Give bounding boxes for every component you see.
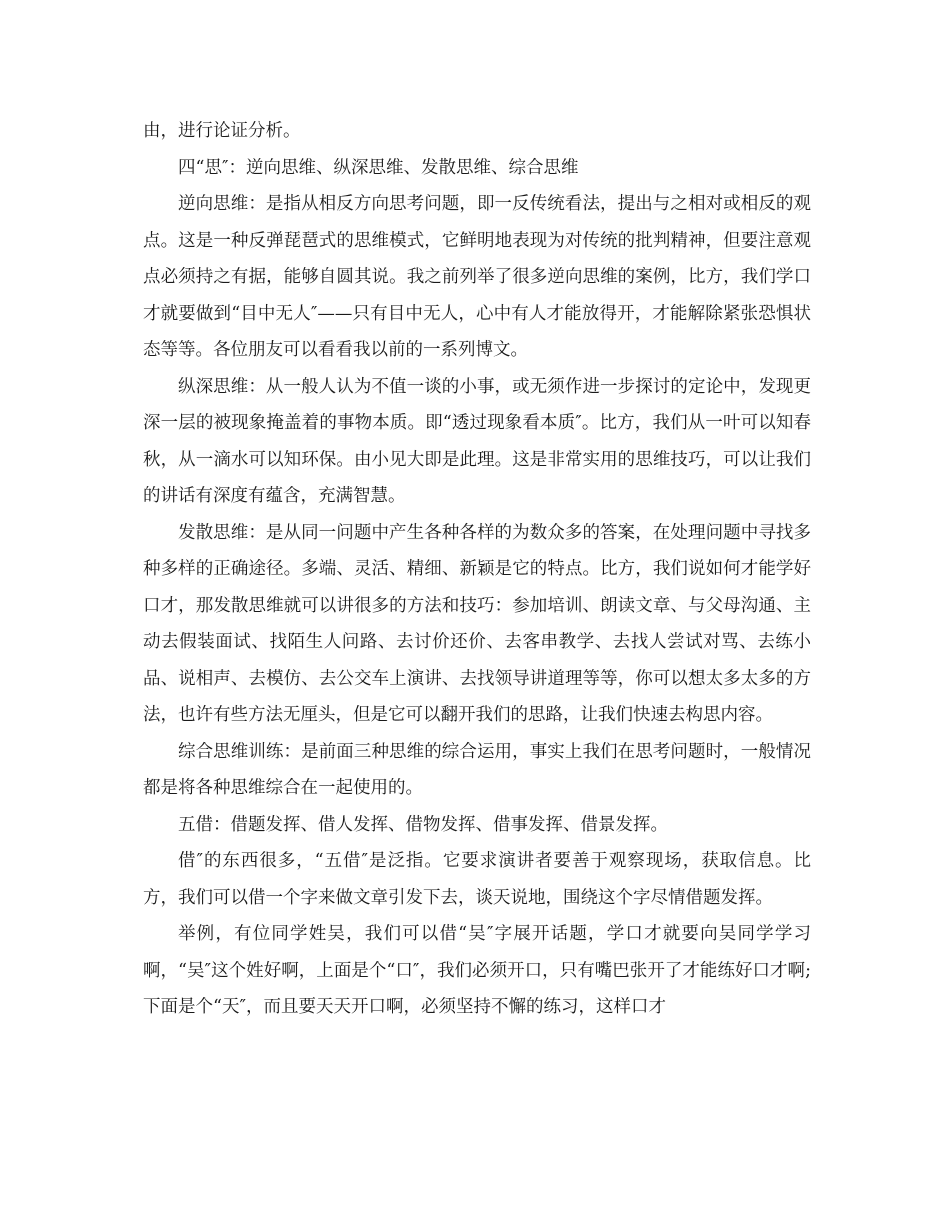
paragraph-2: 四“思″：逆向思维、纵深思维、发散思维、综合思维 <box>178 157 579 178</box>
paragraph-9: 举例，有位同学姓吴，我们可以借“吴″字展开话题，学口才就要向吴同学学习啊，“吴″这个姓好啊，上面是个“口″，我们必须开口，只有嘴巴张开了才能练好口才啊;下面是个“天″，而且要天天开口啊，必须坚持不懈的练习，这样口才 <box>143 924 811 1017</box>
paragraph-4: 纵深思维：从一般人认为不值一谈的小事，或无须作进一步探讨的定论中，发现更深一层的被现象掩盖着的事物本质。即“透过现象看本质″。比方，我们从一叶可以知春秋，从一滴水可以知环保。由小见大即是此理。这是非常实用的思维技巧，可以让我们的讲话有深度有蕴含，充满智慧。 <box>143 376 811 506</box>
paragraph-8: 借″的东西很多，“五借″是泛指。它要求演讲者要善于观察现场，获取信息。比方，我们可以借一个字来做文章引发下去，谈天说地，围绕这个字尽情借题发挥。 <box>143 851 811 908</box>
paragraph-1: 由，进行论证分析。 <box>143 121 301 141</box>
paragraph-7: 五借：借题发挥、借人发挥、借物发挥、借事发挥、借景发挥。 <box>178 814 668 835</box>
paragraph-6: 综合思维训练：是前面三种思维的综合运用，事实上我们在思考问题时，一般情况都是将各种思维综合在一起使用的。 <box>143 741 811 798</box>
paragraph-3: 逆向思维：是指从相反方向思考问题，即一反传统看法，提出与之相对或相反的观点。这是一种反弹琵琶式的思维模式，它鲜明地表现为对传统的批判精神，但要注意观点必须持之有据，能够自圆其说。我之前列举了很多逆向思维的案例，比方，我们学口才就要做到“目中无人″——只有目中无人，心中有人才能放得开，才能解除紧张恐惧状态等等。各位朋友可以看看我以前的一系列博文。 <box>143 194 811 360</box>
document-body <box>143 113 811 1026</box>
paragraph-5: 发散思维：是从同一问题中产生各种各样的为数众多的答案，在处理问题中寻找多种多样的正确途径。多端、灵活、精细、新颖是它的特点。比方，我们说如何才能学好口才，那发散思维就可以讲很多的方法和技巧：参加培训、朗读文章、与父母沟通、主动去假装面试、找陌生人问路、去讨价还价、去客串教学、去找人尝试对骂、去练小品、说相声、去模仿、去公交车上演讲、去找领导讲道理等等，你可以想太多太多的方法，也许有些方法无厘头，但是它可以翻开我们的思路，让我们快速去构思内容。 <box>143 522 811 725</box>
